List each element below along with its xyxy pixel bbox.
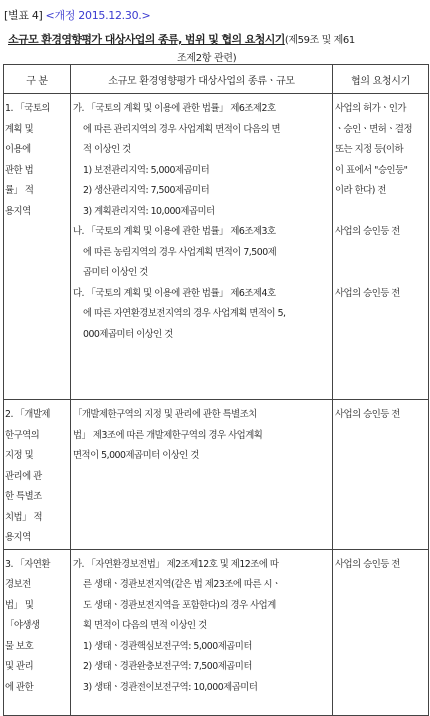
timing-cell <box>333 400 429 550</box>
annex-header <box>4 7 150 23</box>
category-line: 법」 및 <box>5 599 34 611</box>
title-note-continued: 조제2항 관련) <box>177 53 237 64</box>
category-line: 치법」 적 <box>5 511 43 523</box>
timing-cell <box>333 94 429 400</box>
content-line: 적 이상인 것 <box>83 144 131 155</box>
category-line: 이용에 <box>5 144 31 155</box>
timing-line: 이 표에서 "승인등" <box>335 164 408 176</box>
revision-date: <개정 2015.12.30.> <box>45 9 151 22</box>
timing-line: 사업의 승인등 전 <box>335 558 400 570</box>
category-line: 경보전 <box>5 579 31 590</box>
content-line: 도 생태ㆍ경관보전지역을 포함한다)의 경우 사업계 <box>83 599 276 611</box>
timing-line <box>335 243 426 264</box>
table-body <box>4 94 429 716</box>
content-line: 나. 「국토의 계획 및 이용에 관한 법률」 제6조제3호 <box>73 226 276 237</box>
content-line: 곱미터 이상인 것 <box>83 267 148 278</box>
content-line: 에 따른 자연환경보전지역의 경우 사업계획 면적이 5, <box>83 308 286 319</box>
category-line: 「야생생 <box>5 620 40 631</box>
content-line: 000제곱미터 이상인 것 <box>83 328 173 340</box>
header-content: 소규모 환경영향평가 대상사업의 종류ㆍ규모 <box>71 65 333 94</box>
timing-line: 사업의 승인등 전 <box>335 226 400 237</box>
content-cell <box>71 549 333 715</box>
content-cell <box>71 400 333 550</box>
category-line: 한 특별조 <box>5 491 42 502</box>
table-header-row <box>4 65 429 94</box>
content-line: 에 따른 농림지역의 경우 사업계획 면적이 7,500제 <box>83 246 277 258</box>
category-line: 1. 「국토의 <box>5 103 50 114</box>
content-line: 1) 보전관리지역: 5,000제곱미터 <box>83 164 210 176</box>
title-main: 소규모 환경영향평가 대상사업의 종류, 범위 및 협의 요청시기 <box>8 33 285 46</box>
requirements-table <box>3 64 429 716</box>
timing-cell <box>333 549 429 715</box>
timing-line: 이라 한다) 전 <box>335 185 386 196</box>
content-line: 가. 「국토의 계획 및 이용에 관한 법률」 제6조제2호 <box>73 103 276 114</box>
timing-line: 사업의 승인등 전 <box>335 409 400 420</box>
category-line: 관한 법 <box>5 164 34 176</box>
content-line: 「개발제한구역의 지정 및 관리에 관한 특별조치 <box>73 409 257 420</box>
category-cell <box>4 94 71 400</box>
content-line: 획 면적이 다음의 면적 이상인 것 <box>83 620 207 631</box>
category-line: 2. 「개발제 <box>5 409 50 420</box>
content-line: 면적이 5,000제곱미터 이상인 것 <box>73 450 199 461</box>
table-row <box>4 549 429 715</box>
content-line: 른 생태ㆍ경관보전지역(같은 법 제23조에 따른 시ㆍ <box>83 579 281 590</box>
content-cell <box>71 94 333 400</box>
timing-line: 또는 지정 등(이하 <box>335 144 404 155</box>
category-cell <box>4 400 71 550</box>
content-line: 3) 생태ㆍ경관전이보전구역: 10,000제곱미터 <box>83 681 258 693</box>
content-line: 3) 계획관리지역: 10,000제곱미터 <box>83 205 215 217</box>
category-line: 물 보호 <box>5 640 34 652</box>
content-line: 1) 생태ㆍ경관핵심보전구역: 5,000제곱미터 <box>83 640 252 652</box>
category-line: 률」 적 <box>5 185 34 196</box>
content-line: 2) 생태ㆍ경관완충보전구역: 7,500제곱미터 <box>83 661 252 672</box>
table-row <box>4 94 429 400</box>
category-line: 용지역 <box>5 532 31 543</box>
content-line: 다. 「국토의 계획 및 이용에 관한 법률」 제6조제4호 <box>73 287 276 299</box>
document-title <box>8 31 426 68</box>
category-cell <box>4 549 71 715</box>
category-line: 및 관리 <box>5 661 34 672</box>
content-line: 2) 생산관리지역: 7,500제곱미터 <box>83 185 210 196</box>
header-category: 구 분 <box>4 65 71 94</box>
annex-label: [별표 4] <box>4 9 43 22</box>
category-line: 지정 및 <box>5 450 34 461</box>
timing-line <box>335 202 426 223</box>
header-timing: 협의 요청시기 <box>333 65 429 94</box>
timing-line <box>335 263 426 284</box>
content-line: 법」 제3조에 따른 개발제한구역의 경우 사업계획 <box>73 429 263 441</box>
timing-line: 사업의 승인등 전 <box>335 287 400 299</box>
timing-line: 사업의 허가ㆍ인가 <box>335 103 406 114</box>
category-line: 용지역 <box>5 205 31 217</box>
category-line: 관리에 관 <box>5 470 42 482</box>
category-line: 계획 및 <box>5 123 34 135</box>
category-line: 에 관한 <box>5 681 34 693</box>
category-line: 한구역의 <box>5 429 40 441</box>
table-row <box>4 400 429 550</box>
content-line: 가. 「자연환경보전법」 제2조제12호 및 제12조에 따 <box>73 558 279 570</box>
timing-line: ㆍ승인ㆍ면허ㆍ결정 <box>335 123 413 135</box>
content-line: 에 따른 관리지역의 경우 사업계획 면적이 다음의 면 <box>83 123 281 135</box>
title-note: (제59조 및 제61 <box>284 35 355 46</box>
category-line: 3. 「자연환 <box>5 558 50 570</box>
